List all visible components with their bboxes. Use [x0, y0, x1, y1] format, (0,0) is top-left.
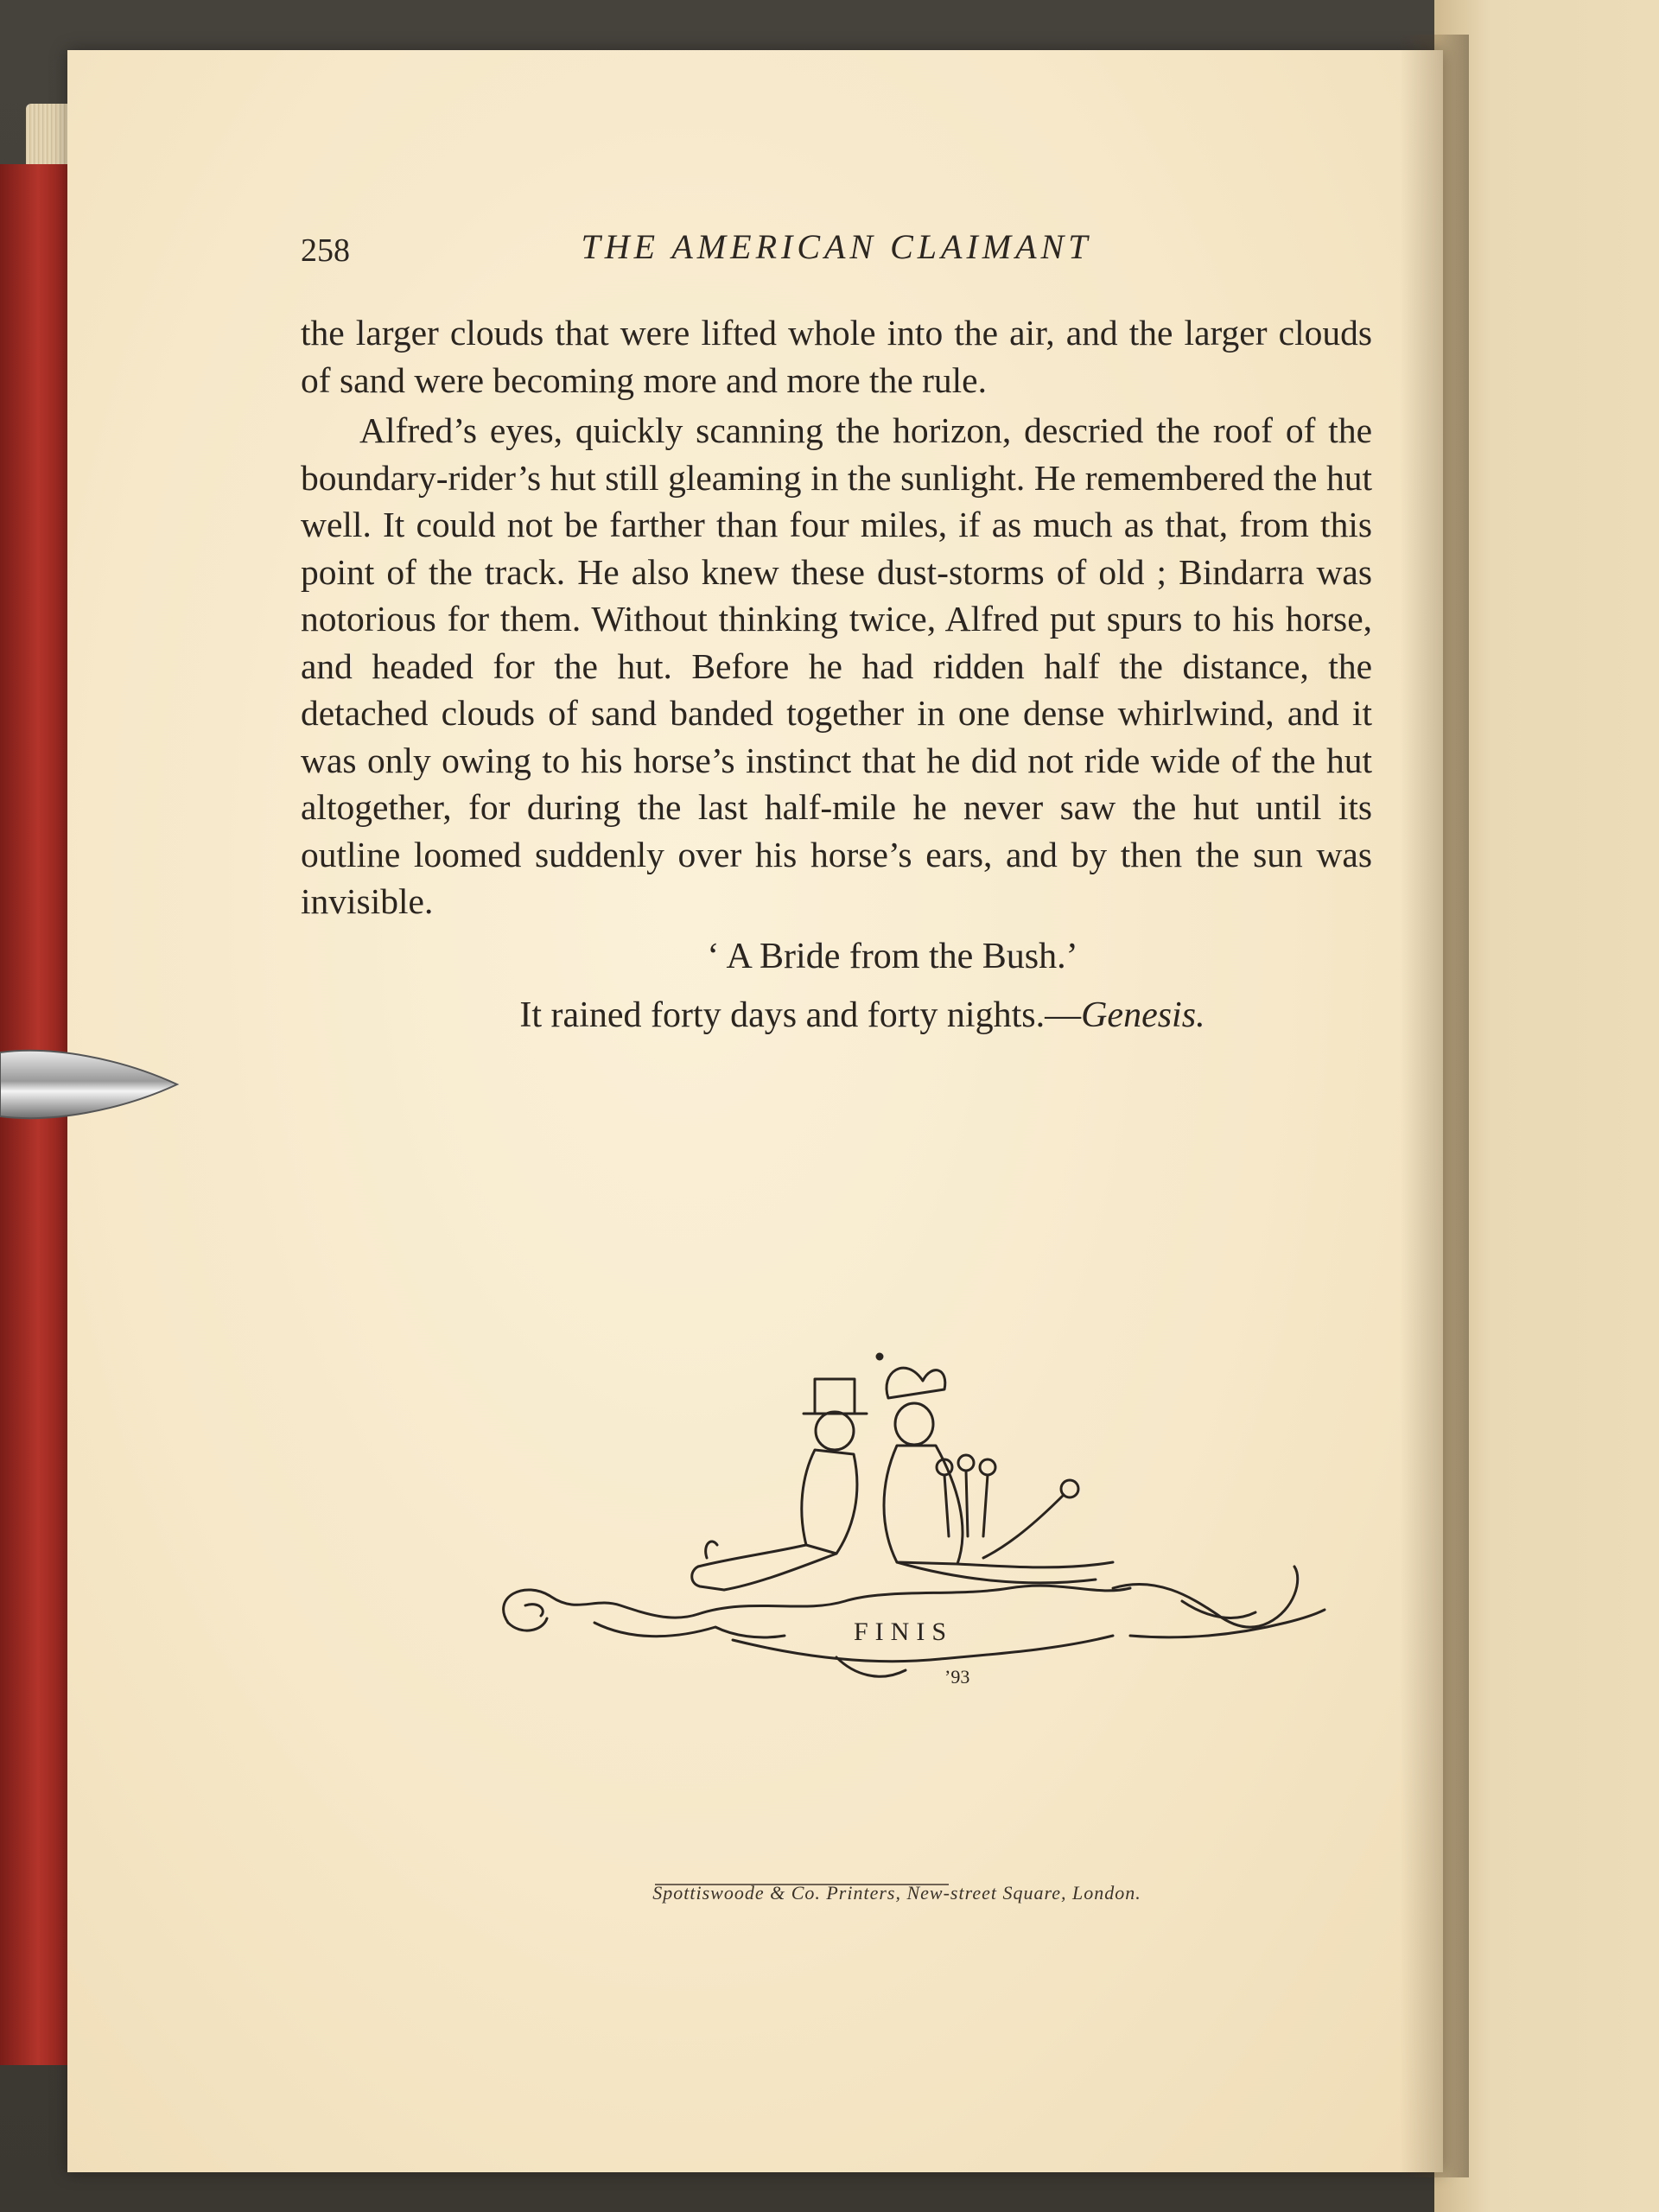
- finis-illustration: [474, 1338, 1338, 1709]
- page-number: 258: [301, 232, 350, 269]
- epigraph-source: Genesis.: [1081, 995, 1205, 1035]
- page-gutter-shadow: [1400, 35, 1469, 2177]
- running-title: THE AMERICAN CLAIMANT: [581, 227, 1092, 266]
- paragraph-alfred: Alfred’s eyes, quickly scanning the horizon, descried the roof of the boundary-rider’s hut still gleaming in the sunlight. He remembered the hut well. It could not be farther than four miles, if as much as that, from this point of the track. He also knew these dust-storms of old ; Bindarra was notorious for them. Without thinking twice, Alfred put spurs to his horse, and headed for the hut. Before he had ridden half the distance, the detached clouds of sand banded together in one dense whirlwind, and it was only owing to his horse’s instinct that he did not ride wide of the hut altogether, for during the last half-mile he never saw the hut until its outline loomed suddenly over his horse’s ears, and by then the sun was invisible.: [301, 410, 1372, 921]
- citation: ‘ A Bride from the Bush.’: [707, 936, 1078, 976]
- finis-date-mark: ’93: [944, 1666, 970, 1688]
- body-text: [301, 309, 1372, 925]
- running-head: [301, 223, 1441, 275]
- paragraph-continued: the larger clouds that were lifted whole into the air, and the larger clouds of sand were becoming more and more the rule.: [301, 313, 1372, 400]
- epigraph-text: It rained forty days and forty nights.—: [519, 995, 1082, 1035]
- printer-imprint: Spottiswoode & Co. Printers, New-street Square, London.: [652, 1882, 1141, 1904]
- page-content: [301, 223, 1441, 1036]
- book-page: [67, 50, 1443, 2172]
- page-clip: [0, 1037, 181, 1132]
- finis-label: FINIS: [854, 1618, 954, 1646]
- epigraph: [301, 995, 1372, 1036]
